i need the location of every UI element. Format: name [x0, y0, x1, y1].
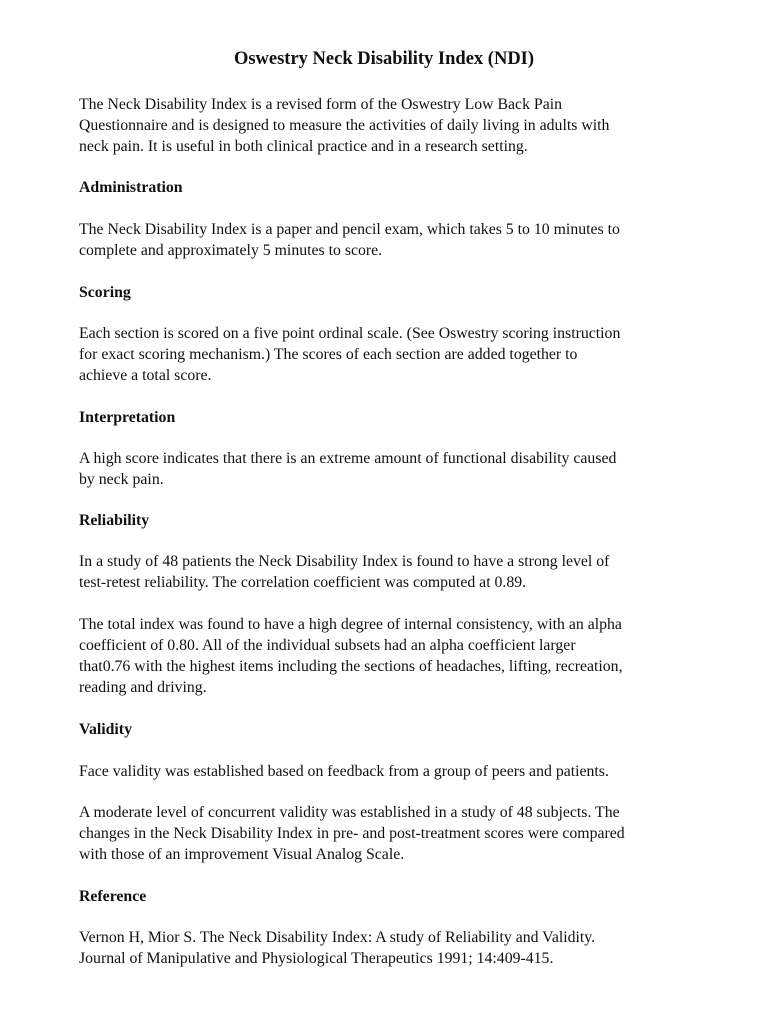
- text-line: coefficient of 0.80. All of the individual subsets had an alpha coefficient larger: [79, 637, 576, 654]
- text-line: reading and driving.: [79, 679, 207, 696]
- reliability-paragraph-1: [79, 551, 609, 593]
- text-line: The Neck Disability Index is a revised form of the Oswestry Low Back Pain: [79, 96, 563, 113]
- text-line: neck pain. It is useful in both clinical practice and in a research setting.: [79, 138, 528, 155]
- interpretation-heading: Interpretation: [79, 409, 176, 426]
- page-title: Oswestry Neck Disability Index (NDI): [233, 49, 535, 69]
- text-line: Questionnaire and is designed to measure the activities of daily living in adults with: [79, 117, 610, 134]
- reliability-heading: Reliability: [79, 512, 150, 529]
- text-line: test-retest reliability. The correlation coefficient was computed at 0.89.: [79, 574, 527, 591]
- text-line: by neck pain.: [79, 471, 164, 488]
- text-line: changes in the Neck Disability Index in pre- and post-treatment scores were compared: [79, 825, 625, 842]
- text-line: The Neck Disability Index is a paper and pencil exam, which takes 5 to 10 minutes to: [79, 221, 620, 238]
- reference-paragraph: [79, 927, 595, 969]
- intro-paragraph: [79, 94, 609, 157]
- validity-heading: Validity: [79, 721, 132, 738]
- reliability-paragraph-2: [79, 614, 623, 698]
- text-line: A high score indicates that there is an extreme amount of functional disability caused: [79, 450, 617, 467]
- administration-paragraph: [79, 219, 620, 261]
- administration-heading: Administration: [79, 179, 183, 196]
- scoring-heading: Scoring: [79, 284, 131, 301]
- scoring-paragraph: [79, 323, 620, 386]
- interpretation-paragraph: [79, 448, 616, 490]
- text-line: achieve a total score.: [79, 367, 212, 384]
- text-line: for exact scoring mechanism.) The scores of each section are added together to: [79, 346, 578, 363]
- text-line: Vernon H, Mior S. The Neck Disability Index: A study of Reliability and Validity.: [79, 929, 596, 946]
- text-line: that0.76 with the highest items including the sections of headaches, lifting, recreation,: [79, 658, 623, 675]
- text-line: complete and approximately 5 minutes to score.: [79, 242, 383, 259]
- text-line: with those of an improvement Visual Analog Scale.: [79, 846, 405, 863]
- validity-paragraph-2: [79, 802, 625, 865]
- text-line: Each section is scored on a five point ordinal scale. (See Oswestry scoring instruction: [79, 325, 621, 342]
- validity-paragraph-1: [79, 761, 609, 782]
- text-line: Journal of Manipulative and Physiological Therapeutics 1991; 14:409-415.: [79, 950, 554, 967]
- text-line: The total index was found to have a high degree of internal consistency, with an alpha: [79, 616, 622, 633]
- text-line: Face validity was established based on feedback from a group of peers and patients.: [79, 763, 609, 780]
- text-line: A moderate level of concurrent validity was established in a study of 48 subjects. The: [79, 804, 620, 821]
- text-line: In a study of 48 patients the Neck Disability Index is found to have a strong level of: [79, 553, 610, 570]
- reference-heading: Reference: [79, 888, 147, 905]
